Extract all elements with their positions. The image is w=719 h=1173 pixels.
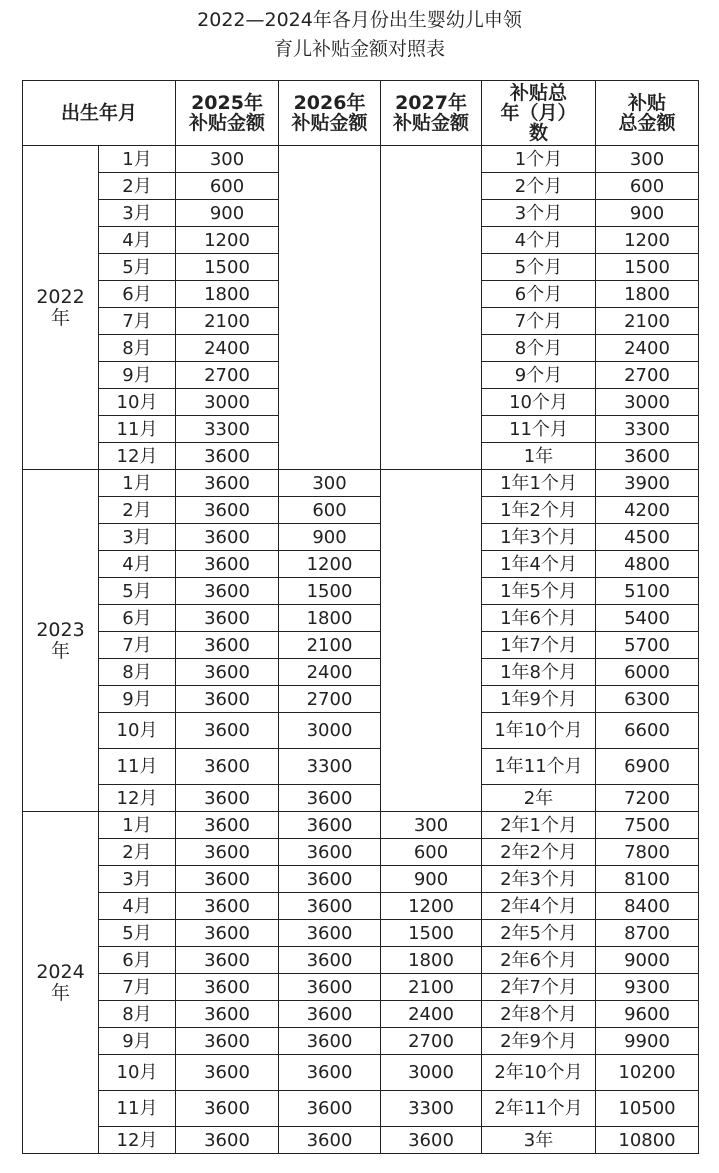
month-cell: 2月 (99, 173, 176, 200)
total-amount-cell: 1800 (596, 281, 699, 308)
total-amount-cell: 2100 (596, 308, 699, 335)
amount-2025-cell: 3600 (176, 1001, 279, 1028)
total-amount-cell: 5100 (596, 578, 699, 605)
amount-2025-cell: 3600 (176, 605, 279, 632)
total-amount-cell: 1500 (596, 254, 699, 281)
amount-2026-cell: 3600 (279, 1028, 381, 1055)
header-2027: 2027年 补贴金额 (381, 81, 482, 146)
table-row (23, 1001, 699, 1028)
amount-2027-cell: 3600 (381, 1127, 482, 1154)
duration-cell: 2年10个月 (482, 1055, 596, 1091)
amount-2027-cell: 2100 (381, 974, 482, 1001)
duration-cell: 2年8个月 (482, 1001, 596, 1028)
table-row (23, 749, 699, 785)
duration-cell: 1年1个月 (482, 470, 596, 497)
total-amount-cell: 6000 (596, 659, 699, 686)
duration-cell: 1年8个月 (482, 659, 596, 686)
month-cell: 6月 (99, 605, 176, 632)
month-cell: 5月 (99, 254, 176, 281)
total-amount-cell: 5400 (596, 605, 699, 632)
amount-2025-cell: 1500 (176, 254, 279, 281)
total-amount-cell: 10200 (596, 1055, 699, 1091)
month-cell: 8月 (99, 1001, 176, 1028)
duration-cell: 1年3个月 (482, 524, 596, 551)
duration-cell: 2年1个月 (482, 812, 596, 839)
table-row (23, 578, 699, 605)
table-row (23, 497, 699, 524)
table-row (23, 551, 699, 578)
duration-cell: 1年11个月 (482, 749, 596, 785)
month-cell: 5月 (99, 578, 176, 605)
table-row (23, 470, 699, 497)
amount-2025-cell: 3600 (176, 920, 279, 947)
month-cell: 4月 (99, 551, 176, 578)
amount-2025-cell: 3600 (176, 1028, 279, 1055)
year-suffix: 年 (50, 981, 70, 1004)
amount-2025-cell: 3600 (176, 497, 279, 524)
subsidy-table (22, 80, 699, 1154)
amount-2027-cell: 600 (381, 839, 482, 866)
table-row (23, 713, 699, 749)
total-amount-cell: 4200 (596, 497, 699, 524)
header-row (23, 81, 699, 146)
table-row (23, 812, 699, 839)
duration-cell: 1年5个月 (482, 578, 596, 605)
amount-2026-cell: 3600 (279, 839, 381, 866)
amount-2025-cell: 600 (176, 173, 279, 200)
amount-2026-cell: 2100 (279, 632, 381, 659)
amount-2025-cell: 1800 (176, 281, 279, 308)
total-amount-cell: 4800 (596, 551, 699, 578)
amount-2026-cell: 3300 (279, 749, 381, 785)
total-amount-cell: 1200 (596, 227, 699, 254)
duration-cell: 1年 (482, 443, 596, 470)
total-amount-cell: 3300 (596, 416, 699, 443)
month-cell: 2月 (99, 497, 176, 524)
amount-2025-cell: 3000 (176, 389, 279, 416)
month-cell: 4月 (99, 893, 176, 920)
table-row (23, 605, 699, 632)
amount-2026-cell: 3000 (279, 713, 381, 749)
month-cell: 9月 (99, 686, 176, 713)
duration-cell: 8个月 (482, 335, 596, 362)
month-cell: 2月 (99, 839, 176, 866)
table-row (23, 524, 699, 551)
amount-2026-cell: 2400 (279, 659, 381, 686)
month-cell: 10月 (99, 713, 176, 749)
amount-2026-cell: 3600 (279, 974, 381, 1001)
total-amount-cell: 300 (596, 146, 699, 173)
total-amount-cell: 8700 (596, 920, 699, 947)
month-cell: 7月 (99, 974, 176, 1001)
duration-cell: 1年4个月 (482, 551, 596, 578)
amount-2025-cell: 3600 (176, 785, 279, 812)
amount-2026-cell: 300 (279, 470, 381, 497)
amount-2026-cell: 3600 (279, 785, 381, 812)
amount-2025-cell: 3600 (176, 1127, 279, 1154)
amount-2025-cell: 3600 (176, 1091, 279, 1127)
duration-cell: 1年2个月 (482, 497, 596, 524)
total-amount-cell: 7500 (596, 812, 699, 839)
amount-2027-cell: 2700 (381, 1028, 482, 1055)
duration-cell: 2年 (482, 785, 596, 812)
table-row (23, 1028, 699, 1055)
year-cell (23, 146, 99, 470)
amount-2025-cell: 3600 (176, 470, 279, 497)
month-cell: 3月 (99, 866, 176, 893)
year-number: 2024 (36, 960, 85, 983)
amount-2025-cell: 3600 (176, 578, 279, 605)
duration-cell: 6个月 (482, 281, 596, 308)
month-cell: 11月 (99, 1091, 176, 1127)
blank-2027-cell (381, 470, 482, 812)
total-amount-cell: 9600 (596, 1001, 699, 1028)
duration-cell: 2年5个月 (482, 920, 596, 947)
amount-2025-cell: 900 (176, 200, 279, 227)
duration-cell: 5个月 (482, 254, 596, 281)
amount-2026-cell: 3600 (279, 893, 381, 920)
month-cell: 1月 (99, 812, 176, 839)
month-cell: 4月 (99, 227, 176, 254)
amount-2027-cell: 300 (381, 812, 482, 839)
month-cell: 8月 (99, 659, 176, 686)
amount-2026-cell: 3600 (279, 1127, 381, 1154)
amount-2025-cell: 1200 (176, 227, 279, 254)
month-cell: 12月 (99, 1127, 176, 1154)
table-row (23, 632, 699, 659)
duration-cell: 9个月 (482, 362, 596, 389)
month-cell: 10月 (99, 389, 176, 416)
header-2025: 2025年 补贴金额 (176, 81, 279, 146)
table-row (23, 659, 699, 686)
amount-2027-cell: 2400 (381, 1001, 482, 1028)
year-suffix: 年 (50, 306, 70, 329)
duration-cell: 2年9个月 (482, 1028, 596, 1055)
amount-2025-cell: 3600 (176, 524, 279, 551)
total-amount-cell: 9900 (596, 1028, 699, 1055)
title-line-2: 育儿补贴金额对照表 (273, 38, 445, 60)
amount-2025-cell: 2400 (176, 335, 279, 362)
duration-cell: 10个月 (482, 389, 596, 416)
amount-2025-cell: 3600 (176, 866, 279, 893)
amount-2026-cell: 3600 (279, 866, 381, 893)
month-cell: 7月 (99, 632, 176, 659)
month-cell: 12月 (99, 785, 176, 812)
duration-cell: 2年2个月 (482, 839, 596, 866)
duration-cell: 2年4个月 (482, 893, 596, 920)
month-cell: 5月 (99, 920, 176, 947)
month-cell: 8月 (99, 335, 176, 362)
amount-2026-cell: 3600 (279, 812, 381, 839)
header-months: 补贴总 年（月） 数 (482, 81, 596, 146)
amount-2026-cell: 3600 (279, 1001, 381, 1028)
duration-cell: 3个月 (482, 200, 596, 227)
duration-cell: 11个月 (482, 416, 596, 443)
total-amount-cell: 10800 (596, 1127, 699, 1154)
year-cell (23, 470, 99, 812)
amount-2025-cell: 3600 (176, 749, 279, 785)
duration-cell: 2年6个月 (482, 947, 596, 974)
amount-2025-cell: 2100 (176, 308, 279, 335)
amount-2025-cell: 3600 (176, 812, 279, 839)
duration-cell: 2个月 (482, 173, 596, 200)
table-row (23, 947, 699, 974)
amount-2027-cell: 3300 (381, 1091, 482, 1127)
amount-2026-cell: 3600 (279, 1091, 381, 1127)
month-cell: 1月 (99, 470, 176, 497)
amount-2026-cell: 3600 (279, 1055, 381, 1091)
amount-2025-cell: 3600 (176, 839, 279, 866)
month-cell: 1月 (99, 146, 176, 173)
month-cell: 11月 (99, 749, 176, 785)
header-2026: 2026年 补贴金额 (279, 81, 381, 146)
total-amount-cell: 7800 (596, 839, 699, 866)
amount-2026-cell: 3600 (279, 947, 381, 974)
amount-2026-cell: 3600 (279, 920, 381, 947)
amount-2025-cell: 3600 (176, 713, 279, 749)
table-row (23, 920, 699, 947)
table-row (23, 1091, 699, 1127)
amount-2025-cell: 3600 (176, 1055, 279, 1091)
header-total: 补贴 总金额 (596, 81, 699, 146)
total-amount-cell: 3000 (596, 389, 699, 416)
table-row (23, 893, 699, 920)
title-line-1: 2022—2024年各月份出生婴幼儿申领 (197, 9, 522, 31)
amount-2025-cell: 3600 (176, 686, 279, 713)
month-cell: 6月 (99, 947, 176, 974)
amount-2025-cell: 3600 (176, 632, 279, 659)
blank-2027-cell (381, 146, 482, 470)
total-amount-cell: 9300 (596, 974, 699, 1001)
duration-cell: 2年7个月 (482, 974, 596, 1001)
duration-cell: 4个月 (482, 227, 596, 254)
month-cell: 12月 (99, 443, 176, 470)
amount-2027-cell: 3000 (381, 1055, 482, 1091)
month-cell: 3月 (99, 200, 176, 227)
amount-2025-cell: 3600 (176, 947, 279, 974)
amount-2026-cell: 1500 (279, 578, 381, 605)
total-amount-cell: 2400 (596, 335, 699, 362)
duration-cell: 2年11个月 (482, 1091, 596, 1127)
document-title (0, 0, 719, 72)
table-row (23, 1055, 699, 1091)
blank-2026-cell (279, 146, 381, 470)
duration-cell: 1年6个月 (482, 605, 596, 632)
duration-cell: 1年10个月 (482, 713, 596, 749)
year-cell (23, 812, 99, 1154)
duration-cell: 2年3个月 (482, 866, 596, 893)
duration-cell: 3年 (482, 1127, 596, 1154)
month-cell: 6月 (99, 281, 176, 308)
total-amount-cell: 6600 (596, 713, 699, 749)
total-amount-cell: 8100 (596, 866, 699, 893)
amount-2026-cell: 900 (279, 524, 381, 551)
amount-2026-cell: 1800 (279, 605, 381, 632)
amount-2026-cell: 600 (279, 497, 381, 524)
table-row (23, 146, 699, 173)
amount-2025-cell: 3600 (176, 974, 279, 1001)
amount-2027-cell: 1500 (381, 920, 482, 947)
duration-cell: 1个月 (482, 146, 596, 173)
table-row (23, 785, 699, 812)
amount-2025-cell: 3300 (176, 416, 279, 443)
year-suffix: 年 (50, 639, 70, 662)
duration-cell: 7个月 (482, 308, 596, 335)
month-cell: 10月 (99, 1055, 176, 1091)
total-amount-cell: 900 (596, 200, 699, 227)
amount-2025-cell: 300 (176, 146, 279, 173)
total-amount-cell: 5700 (596, 632, 699, 659)
year-number: 2022 (36, 285, 85, 308)
amount-2026-cell: 2700 (279, 686, 381, 713)
total-amount-cell: 7200 (596, 785, 699, 812)
table-row (23, 974, 699, 1001)
amount-2027-cell: 900 (381, 866, 482, 893)
total-amount-cell: 6300 (596, 686, 699, 713)
amount-2025-cell: 3600 (176, 551, 279, 578)
total-amount-cell: 10500 (596, 1091, 699, 1127)
amount-2025-cell: 2700 (176, 362, 279, 389)
amount-2025-cell: 3600 (176, 893, 279, 920)
year-number: 2023 (36, 618, 85, 641)
duration-cell: 1年9个月 (482, 686, 596, 713)
total-amount-cell: 3900 (596, 470, 699, 497)
month-cell: 7月 (99, 308, 176, 335)
total-amount-cell: 600 (596, 173, 699, 200)
table-row (23, 686, 699, 713)
total-amount-cell: 2700 (596, 362, 699, 389)
table-row (23, 866, 699, 893)
header-birth: 出生年月 (23, 81, 176, 146)
total-amount-cell: 9000 (596, 947, 699, 974)
amount-2025-cell: 3600 (176, 659, 279, 686)
total-amount-cell: 4500 (596, 524, 699, 551)
month-cell: 3月 (99, 524, 176, 551)
amount-2027-cell: 1200 (381, 893, 482, 920)
table-row (23, 839, 699, 866)
duration-cell: 1年7个月 (482, 632, 596, 659)
total-amount-cell: 6900 (596, 749, 699, 785)
amount-2026-cell: 1200 (279, 551, 381, 578)
month-cell: 11月 (99, 416, 176, 443)
month-cell: 9月 (99, 1028, 176, 1055)
total-amount-cell: 3600 (596, 443, 699, 470)
amount-2027-cell: 1800 (381, 947, 482, 974)
month-cell: 9月 (99, 362, 176, 389)
table-row (23, 1127, 699, 1154)
amount-2025-cell: 3600 (176, 443, 279, 470)
total-amount-cell: 8400 (596, 893, 699, 920)
